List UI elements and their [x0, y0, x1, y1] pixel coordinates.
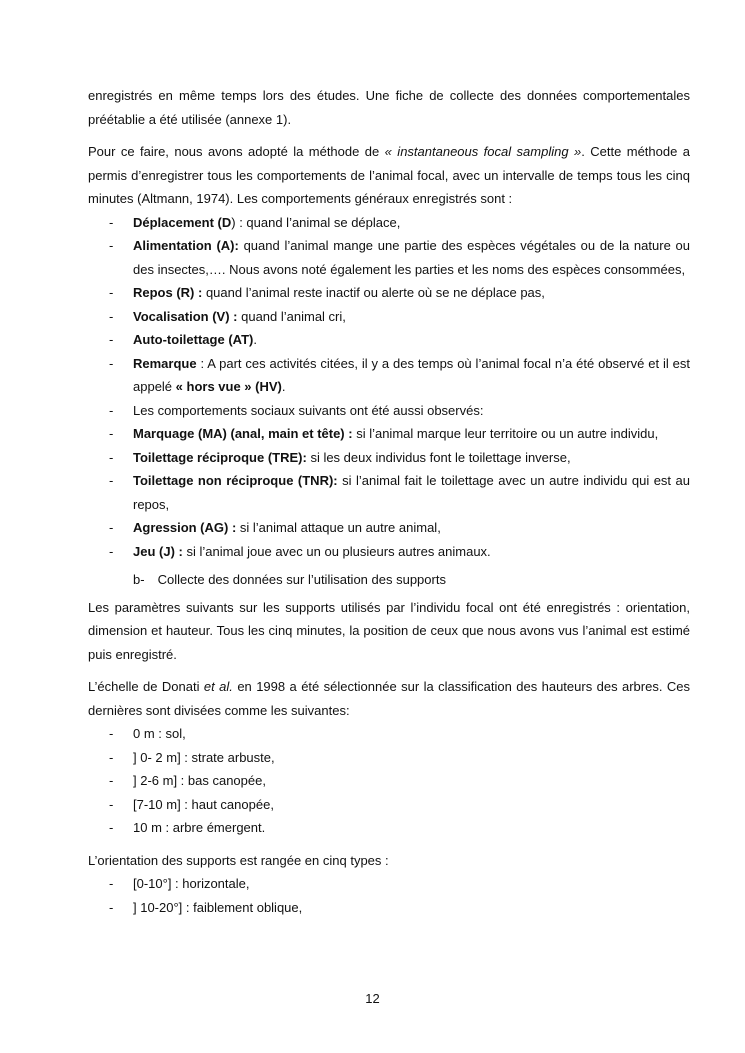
list-item: - [0-10°] : horizontale,	[109, 876, 250, 891]
list-item: - Marquage (MA) (anal, main et tête) : si l’animal marque leur territoire ou un autre individu,	[109, 426, 659, 441]
intro-paragraph: enregistrés en même temps lors des études. Une fiche de collecte des données comportementales préétablie a été utilisée (annexe 1).	[88, 88, 690, 127]
document-page	[88, 84, 690, 919]
list-item: - Les comportements sociaux suivants ont été aussi observés:	[109, 402, 484, 418]
height-list	[88, 722, 690, 840]
list-item: - Toilettage non réciproque (TNR): si l’animal fait le toilettage avec un autre individu qui est au repos,	[109, 473, 690, 512]
scale-paragraph: L’échelle de Donati et al. en 1998 a été sélectionnée sur la classification des hauteurs des arbres. Ces dernières sont divisées comme les suivantes:	[88, 679, 690, 718]
method-text-a: Pour ce faire, nous avons adopté la méthode de	[88, 144, 385, 159]
list-item: - Jeu (J) : si l’animal joue avec un ou plusieurs autres animaux.	[109, 543, 491, 559]
method-text-b: . Cette méthode a permis d’enregistrer tous les comportements de l’animal focal, avec un intervalle de temps tous les cinq minutes (Altmann, 1974). Les comportements généraux enregistrés sont :	[88, 144, 690, 206]
list-item: - Remarque : A part ces activités citées, il y a des temps où l’animal focal n’a été observé et il est appelé « hors vue » (HV).	[109, 355, 690, 394]
list-item: - Alimentation (A): quand l’animal mange une partie des espèces végétales ou de la nature ou des insectes,…. Nous avons noté également les parties et les noms des espèces consommées,	[109, 238, 690, 277]
list-item: - Déplacement (D) : quand l’animal se déplace,	[109, 214, 401, 230]
list-item: - [7-10 m] : haut canopée,	[109, 796, 274, 812]
behavior-list	[88, 211, 690, 564]
list-item: - ] 0- 2 m] : strate arbuste,	[109, 749, 275, 765]
list-item: - 10 m : arbre émergent.	[109, 820, 266, 835]
list-item: - Vocalisation (V) : quand l’animal cri,	[109, 308, 346, 324]
section-heading-b: b- Collecte des données sur l’utilisation des supports	[133, 572, 446, 587]
list-item: - Toilettage réciproque (TRE): si les deux individus font le toilettage inverse,	[109, 449, 571, 465]
list-item: - ] 10-20°] : faiblement oblique,	[109, 899, 303, 915]
list-item: - Agression (AG) : si l’animal attaque un autre animal,	[109, 520, 441, 535]
list-item: - ] 2-6 m] : bas canopée,	[109, 773, 266, 788]
params-paragraph: Les paramètres suivants sur les supports utilisés par l’individu focal ont été enregistrés : orientation, dimension et hauteur. Tous les cinq minutes, la position de ceux que nous avons vus l’animal est estimé puis enregistré.	[88, 599, 690, 662]
orientation-paragraph: L’orientation des supports est rangée en cinq types :	[88, 852, 389, 868]
method-paragraph	[88, 140, 690, 211]
orientation-list	[88, 872, 690, 919]
method-emphasis: « instantaneous focal sampling »	[384, 144, 582, 159]
page-number: 12	[365, 991, 380, 1006]
list-item: - Repos (R) : quand l’animal reste inactif ou alerte où se ne déplace pas,	[109, 285, 545, 300]
list-item: - Auto-toilettage (AT).	[109, 332, 257, 347]
list-item: - 0 m : sol,	[109, 726, 186, 741]
